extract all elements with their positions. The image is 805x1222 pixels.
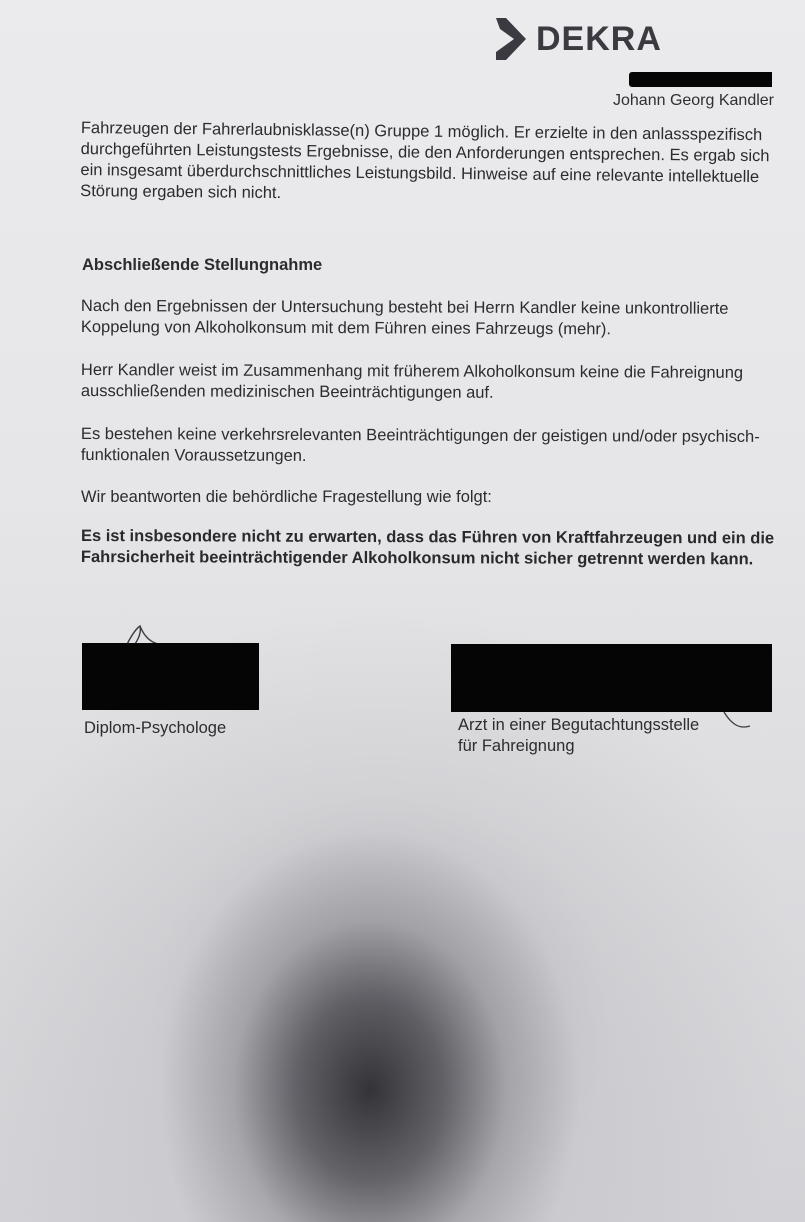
recipient-name: Johann Georg Kandler <box>613 92 774 109</box>
conclusion-paragraph <box>81 526 781 570</box>
right-signature-title-line-1: Arzt in einer Begutachtungsstelle <box>458 716 700 734</box>
dekra-logo <box>492 16 662 62</box>
paragraph-2-text: Herr Kandler weist im Zusammenhang mit früherem Alkoholkonsum keine die Fahreignung ausschließenden medizinischen Beeinträchtigungen auf. <box>80 361 744 402</box>
right-signature-title-line-2: für Fahreignung <box>458 737 575 755</box>
paragraph-1 <box>81 296 781 341</box>
redacted-signature-right <box>451 644 772 712</box>
paragraph-1-text: Nach den Ergebnissen der Untersuchung besteht bei Herrn Kandler keine unkontrollierte Koppelung von Alkoholkonsum mit dem Führen eines Fahrzeugs (mehr). <box>80 297 729 339</box>
left-signature-title: Diplom-Psychologe <box>84 719 227 737</box>
dekra-arrow-icon <box>492 16 530 62</box>
section-heading: Abschließende Stellungnahme <box>82 256 323 274</box>
intro-paragraph <box>80 118 781 209</box>
logo-text: DEKRA <box>536 19 662 58</box>
intro-text: Fahrzeugen der Fahrerlaubnisklasse(n) Gruppe 1 möglich. Er erzielte in den anlassspezifisch durchgeführten Leistungstests Ergebnisse, die den Anforderungen entsprechen. Es ergab sich ein insgesamt überdurchschnittliches Leistungsbild. Hinweise auf eine relevante intellektuelle Störung ergaben sich nicht. <box>80 118 770 203</box>
paragraph-3-text: Es bestehen keine verkehrsrelevanten Beeinträchtigungen der geistigen und/oder psychisch-funktionalen Voraussetzungen. <box>80 425 760 465</box>
redacted-signature-left <box>82 643 259 710</box>
redacted-header-line <box>629 72 772 87</box>
paragraph-4-text: Wir beantworten die behördliche Fragestellung wie folgt: <box>81 488 492 506</box>
paragraph-3 <box>81 424 781 469</box>
paragraph-4 <box>81 487 781 508</box>
conclusion-text: Es ist insbesondere nicht zu erwarten, dass das Führen von Kraftfahrzeugen und ein die Fahrsicherheit beeinträchtigender Alkoholkonsum nicht sicher getrennt werden kann. <box>80 527 775 569</box>
paragraph-2 <box>81 360 781 405</box>
right-signature-title <box>458 715 699 757</box>
